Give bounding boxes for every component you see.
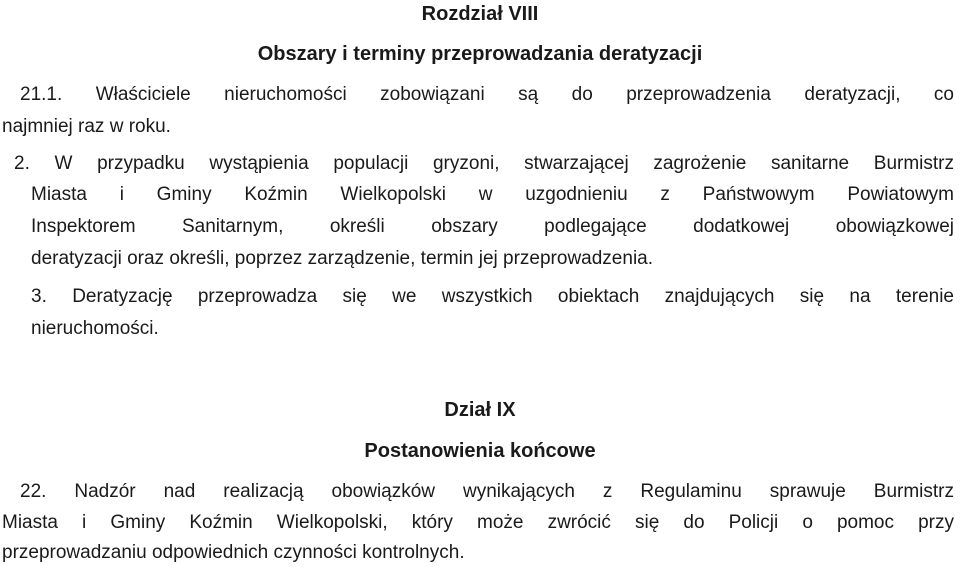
chapter-9-title: Dział IX [444,399,516,421]
paragraph-21-3-line-2: nieruchomości. [31,318,159,339]
paragraph-21-2-line-4: deratyzacji oraz określi, poprzez zarządzenie, termin jej przeprowadzenia. [31,248,654,269]
paragraph-21-2-line-3: Inspektorem Sanitarnym, określi obszary podlegające dodatkowej obowiązkowej [31,216,954,237]
paragraph-21-1-line-2: najmniej raz w roku. [2,116,171,137]
paragraph-21-3-line-1: 3. Deratyzację przeprowadza się we wszystkich obiektach znajdujących się na terenie [31,286,954,307]
section-22-line-2: Miasta i Gminy Koźmin Wielkopolski, który może zwrócić się do Policji o pomoc przy [2,512,954,533]
section-22-line-1: 22. Nadzór nad realizacją obowiązków wynikających z Regulaminu sprawuje Burmistrz [20,481,954,502]
chapter-8-subtitle: Obszary i terminy przeprowadzania deratyzacji [257,43,703,65]
paragraph-21-2-line-2: Miasta i Gminy Koźmin Wielkopolski w uzgodnieniu z Państwowym Powiatowym [31,184,954,205]
section-22-line-3: przeprowadzaniu odpowiednich czynności kontrolnych. [2,542,465,563]
chapter-9-subtitle: Postanowienia końcowe [364,440,596,462]
chapter-8-title: Rozdział VIII [421,3,539,25]
paragraph-21-1-line-1: 21.1. Właściciele nieruchomości zobowiązani są do przeprowadzenia deratyzacji, co [20,84,954,105]
paragraph-21-2-line-1: 2. W przypadku wystąpienia populacji gryzoni, stwarzającej zagrożenie sanitarne Burmistrz [14,153,954,174]
